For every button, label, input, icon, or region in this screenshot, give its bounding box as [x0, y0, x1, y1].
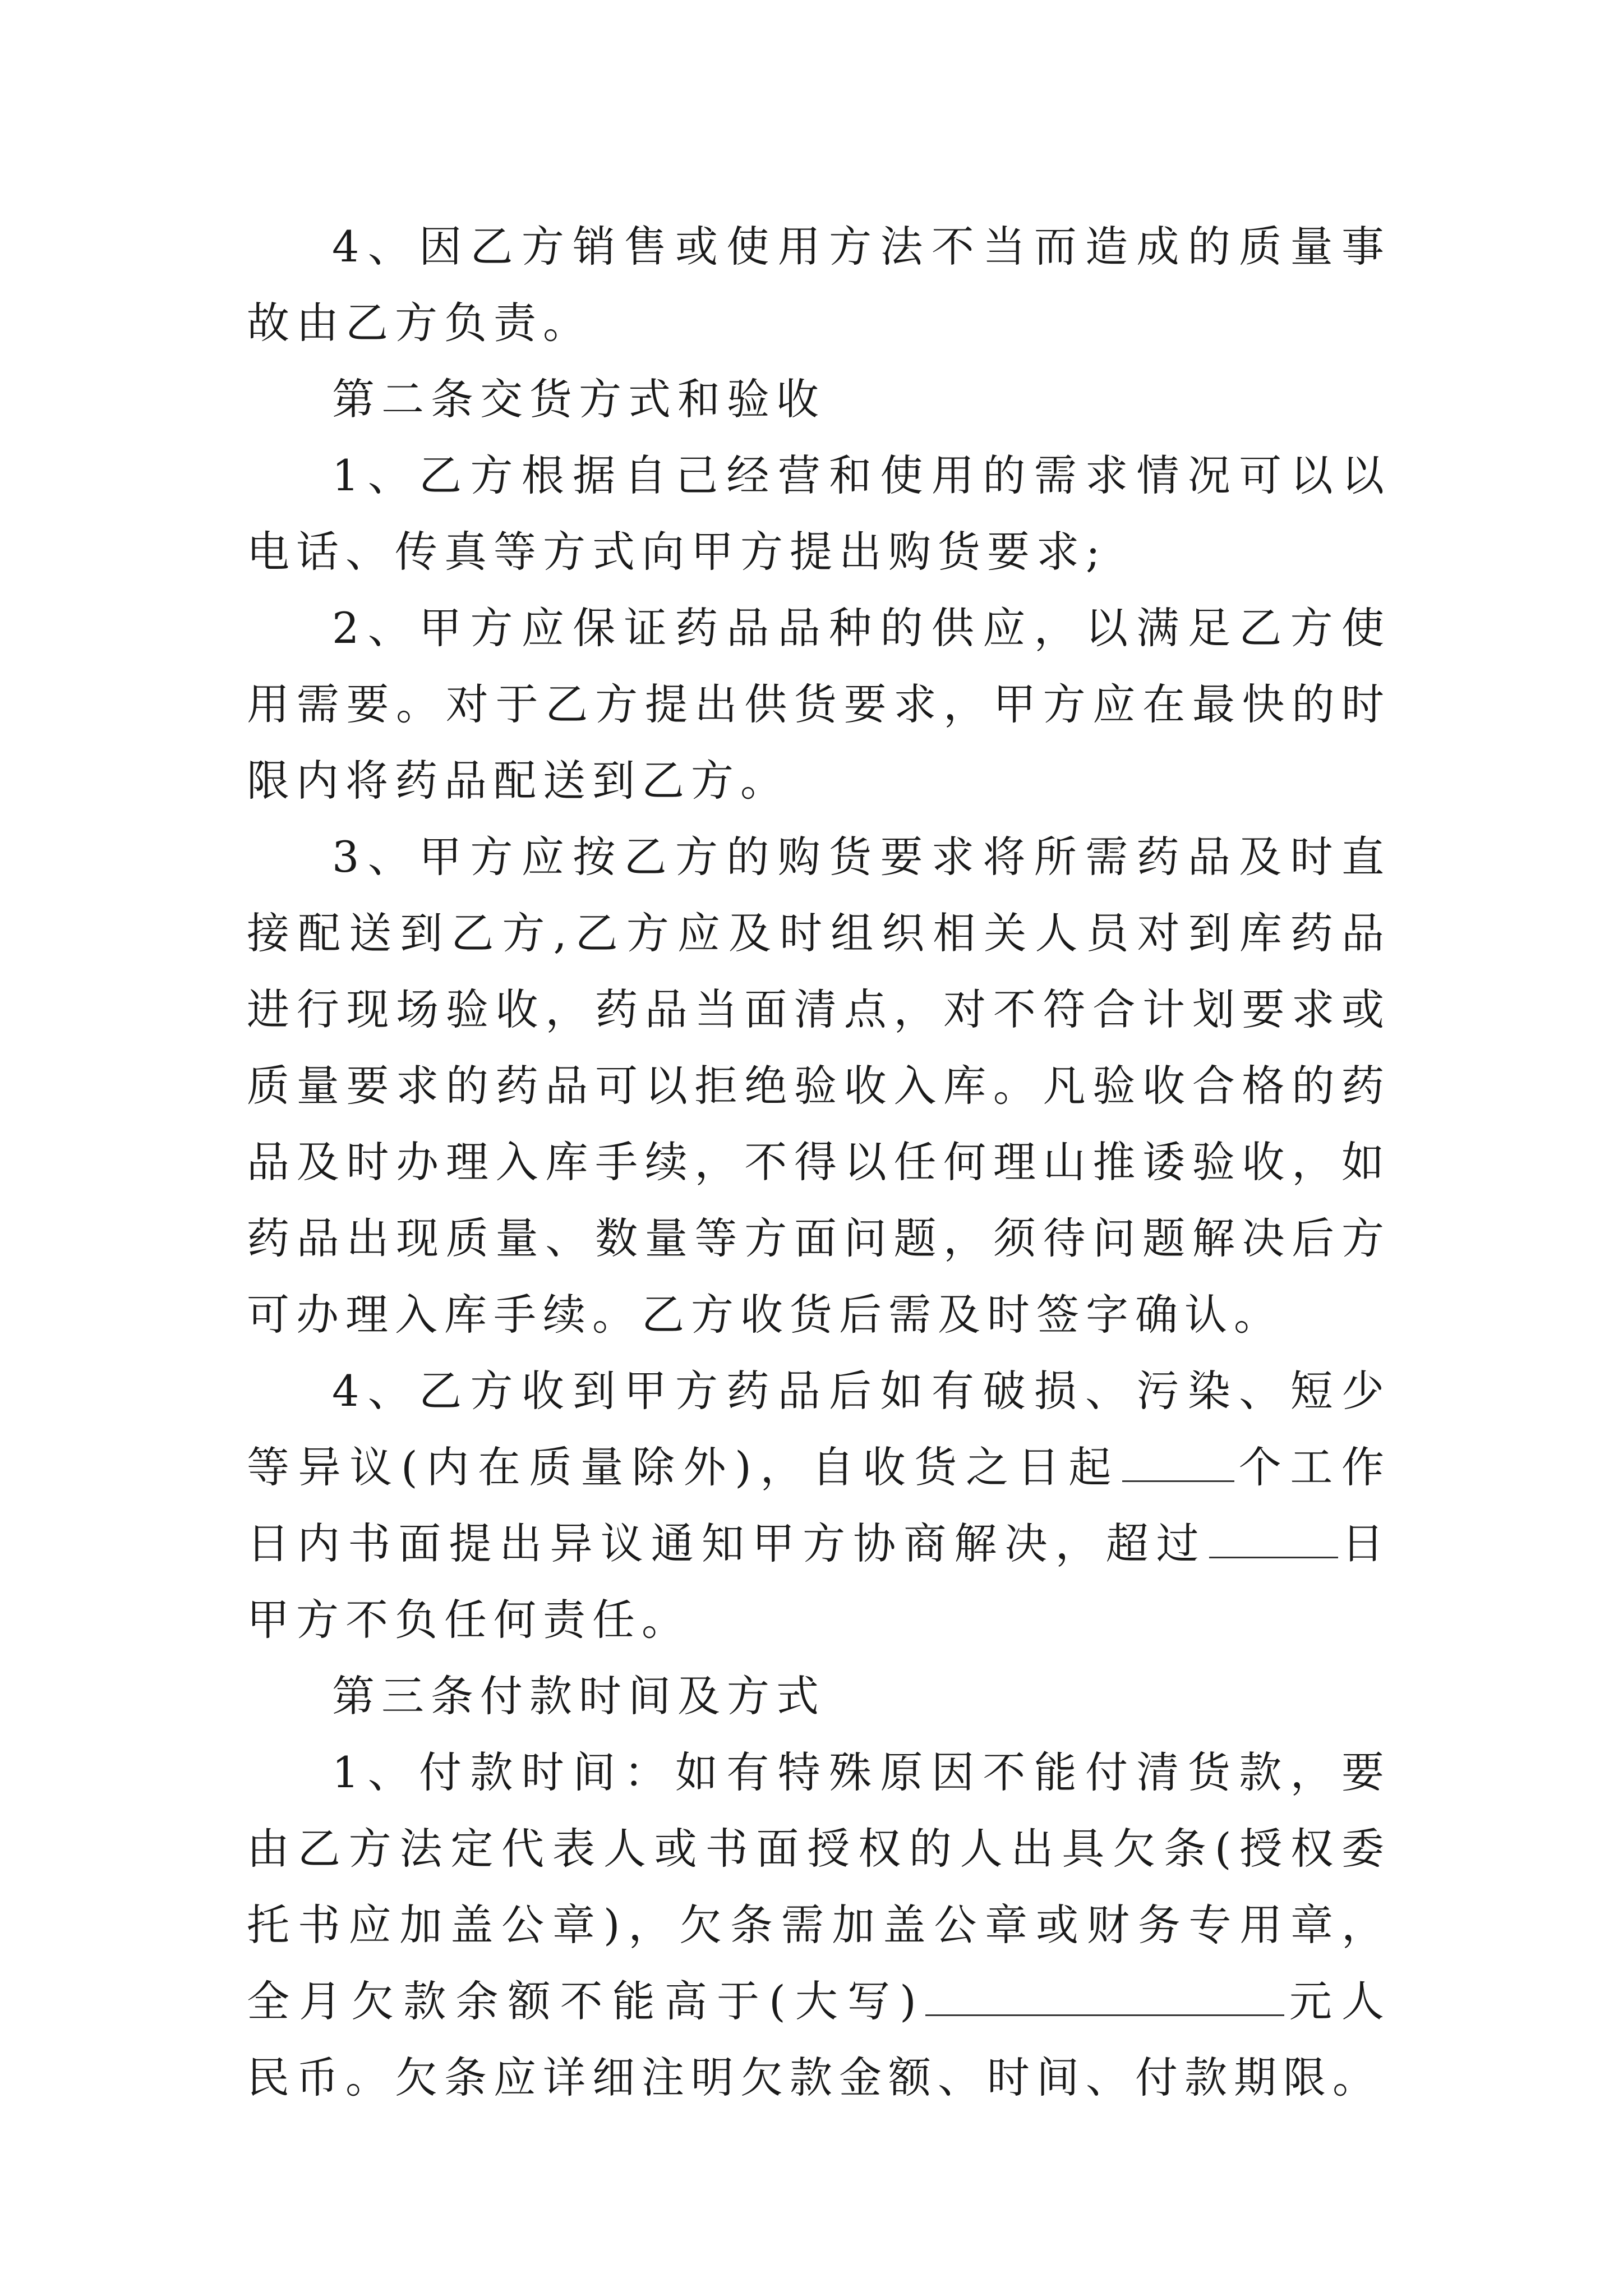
paragraph-quality-liability: 4、因乙方销售或使用方法不当而造成的质量事故由乙方负责。	[247, 222, 1391, 348]
blank-amount	[925, 1977, 1284, 2016]
section-heading-payment: 第三条付款时间及方式	[332, 1671, 826, 1721]
paragraph-delivery-acceptance: 3、甲方应按乙方的购货要求将所需药品及时直接配送到乙方,乙方应及时组织相关人员对到库药品进行现场验收，药品当面清点，对不符合计划要求或质量要求的药品可以拒绝验收入库。凡验收合格的药品及时办理入库手续，不得以任何理山推诿验收，如药品出现质量、数量等方面问题，须待问题解决后方可办理入库手续。乙方收货后需及时签字确认。	[247, 832, 1391, 1340]
objection-text-1: 4、乙方收到甲方药品后如有破损、污染、短少等异议(内在质量除外)，自收货之日起	[247, 1366, 1391, 1492]
objection-text-3: 日甲方不负任何责任。	[247, 1519, 1391, 1645]
paragraph-purchase-request: 1、乙方根据自己经营和使用的需求情况可以以电话、传真等方式向甲方提出购货要求;	[247, 450, 1391, 577]
paragraph-payment-time	[247, 1734, 1391, 2116]
payment-text-2: 元人民币。欠条应详细注明欠款金额、时间、付款期限。	[247, 1976, 1391, 2102]
section-heading-delivery: 第二条交货方式和验收	[332, 374, 826, 424]
paragraph-objection-period	[247, 1353, 1391, 1658]
payment-text-1: 1、付款时间：如有特殊原因不能付清货款，要由乙方法定代表人或书面授权的人出具欠条(授权委托书应加盖公章)，欠条需加盖公章或财务专用章，全月欠款余额不能高于(大写)	[247, 1747, 1391, 2026]
blank-workdays	[1122, 1443, 1234, 1482]
blank-days	[1209, 1520, 1338, 1558]
paragraph-supply-guarantee: 2、甲方应保证药品品种的供应，以满足乙方使用需要。对于乙方提出供货要求，甲方应在最快的时限内将药品配送到乙方。	[247, 603, 1391, 806]
objection-text-2: 个工作日内书面提出异议通知甲方协商解决，超过	[247, 1442, 1391, 1568]
document-body	[247, 209, 1391, 2116]
